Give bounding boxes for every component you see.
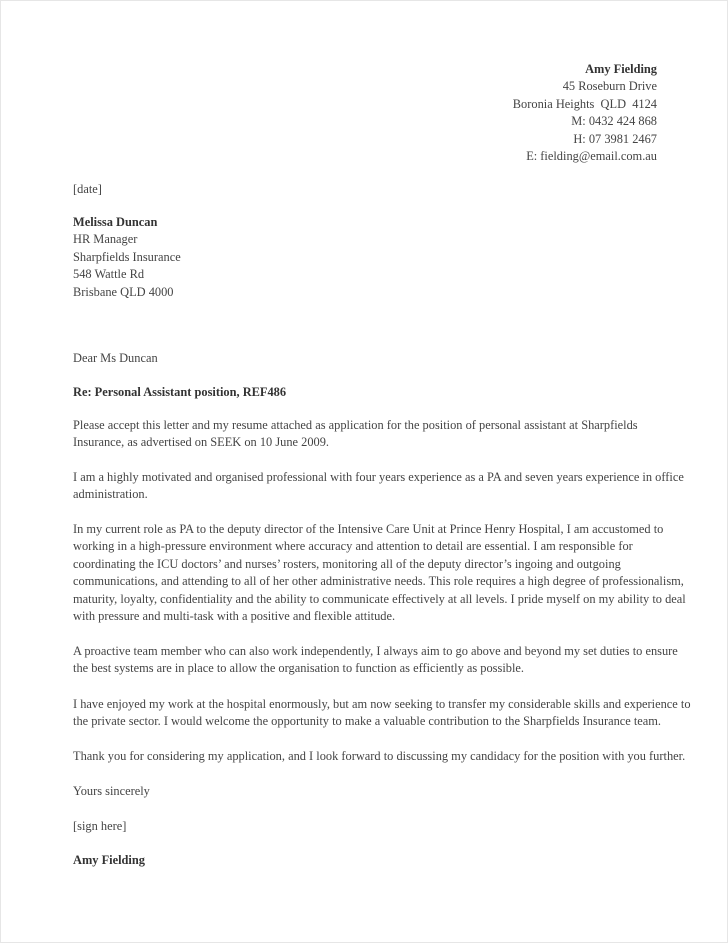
sender-home-phone: H: 07 3981 2467 [573, 131, 657, 146]
paragraph-line: the private sector. I would welcome the opportunity to make a valuable contribution to the Sharpfields Insurance team. [73, 714, 662, 729]
sender-address-line-1: 45 Roseburn Drive [562, 79, 657, 94]
paragraph-line: with pressure and multi-task with a positive and flexible attitude. [73, 609, 396, 624]
paragraph-line: A proactive team member who can also work independently, I always aim to go above and beyond my set duties to ensure [73, 644, 678, 658]
paragraph-line: working in a high-pressure environment where accuracy and attention to detail are essential. I am responsible for [73, 539, 633, 554]
paragraph-line: Thank you for considering my application, and I look forward to discussing my candidacy for the position with you further. [73, 749, 686, 763]
salutation: Dear Ms Duncan [73, 351, 158, 365]
paragraph-line: administration. [73, 487, 148, 502]
paragraph-line: Insurance, as advertised on SEEK on 10 June 2009. [73, 435, 330, 450]
letter-date: [date] [73, 182, 102, 196]
sender-email: E: fielding@email.com.au [526, 149, 657, 164]
recipient-city: Brisbane QLD 4000 [73, 284, 174, 299]
paragraph-1 [73, 417, 663, 452]
closing: Yours sincerely [73, 784, 150, 798]
recipient-name: Melissa Duncan [73, 215, 158, 229]
sender-block [513, 61, 657, 165]
paragraph-6 [73, 748, 686, 765]
recipient-street: 548 Wattle Rd [73, 267, 145, 282]
recipient-title: HR Manager [73, 232, 138, 247]
paragraph-line: I have enjoyed my work at the hospital enormously, but am now seeking to transfer my considerable skills and experience to [73, 697, 691, 711]
paragraph-2 [73, 469, 684, 504]
recipient-block [73, 214, 663, 301]
paragraph-line: communications, and attending to all of her other administrative needs. This role requires a high degree of professionalism, [73, 574, 684, 589]
paragraph-4 [73, 643, 678, 678]
paragraph-line: I am a highly motivated and organised professional with four years experience as a PA and seven years experience in office [73, 470, 684, 484]
paragraph-5 [73, 696, 691, 731]
paragraph-line: maturity, loyalty, confidentiality and the ability to communicate effectively at all levels. I pride myself on my ability to deal [73, 591, 686, 606]
paragraph-line: In my current role as PA to the deputy director of the Intensive Care Unit at Prince Henry Hospital, I am accustomed to [73, 522, 664, 536]
subject-line: Re: Personal Assistant position, REF486 [73, 385, 287, 399]
sender-mobile: M: 0432 424 868 [571, 114, 657, 129]
sender-address-line-2: Boronia Heights QLD 4124 [512, 96, 657, 111]
sender-name: Amy Fielding [585, 62, 657, 76]
paragraph-line: coordinating the ICU doctors’ and nurses’ rosters, monitoring all of the deputy director’s ingoing and outgoing [73, 556, 621, 571]
paragraph-line: Please accept this letter and my resume attached as application for the position of personal assistant at Sharpfields [73, 418, 638, 432]
signature-name: Amy Fielding [73, 853, 145, 867]
paragraph-3 [73, 521, 686, 625]
paragraph-line: the best systems are in place to allow the organisation to function as efficiently as possible. [73, 661, 525, 676]
recipient-company: Sharpfields Insurance [73, 249, 181, 264]
signature-placeholder: [sign here] [73, 819, 127, 833]
